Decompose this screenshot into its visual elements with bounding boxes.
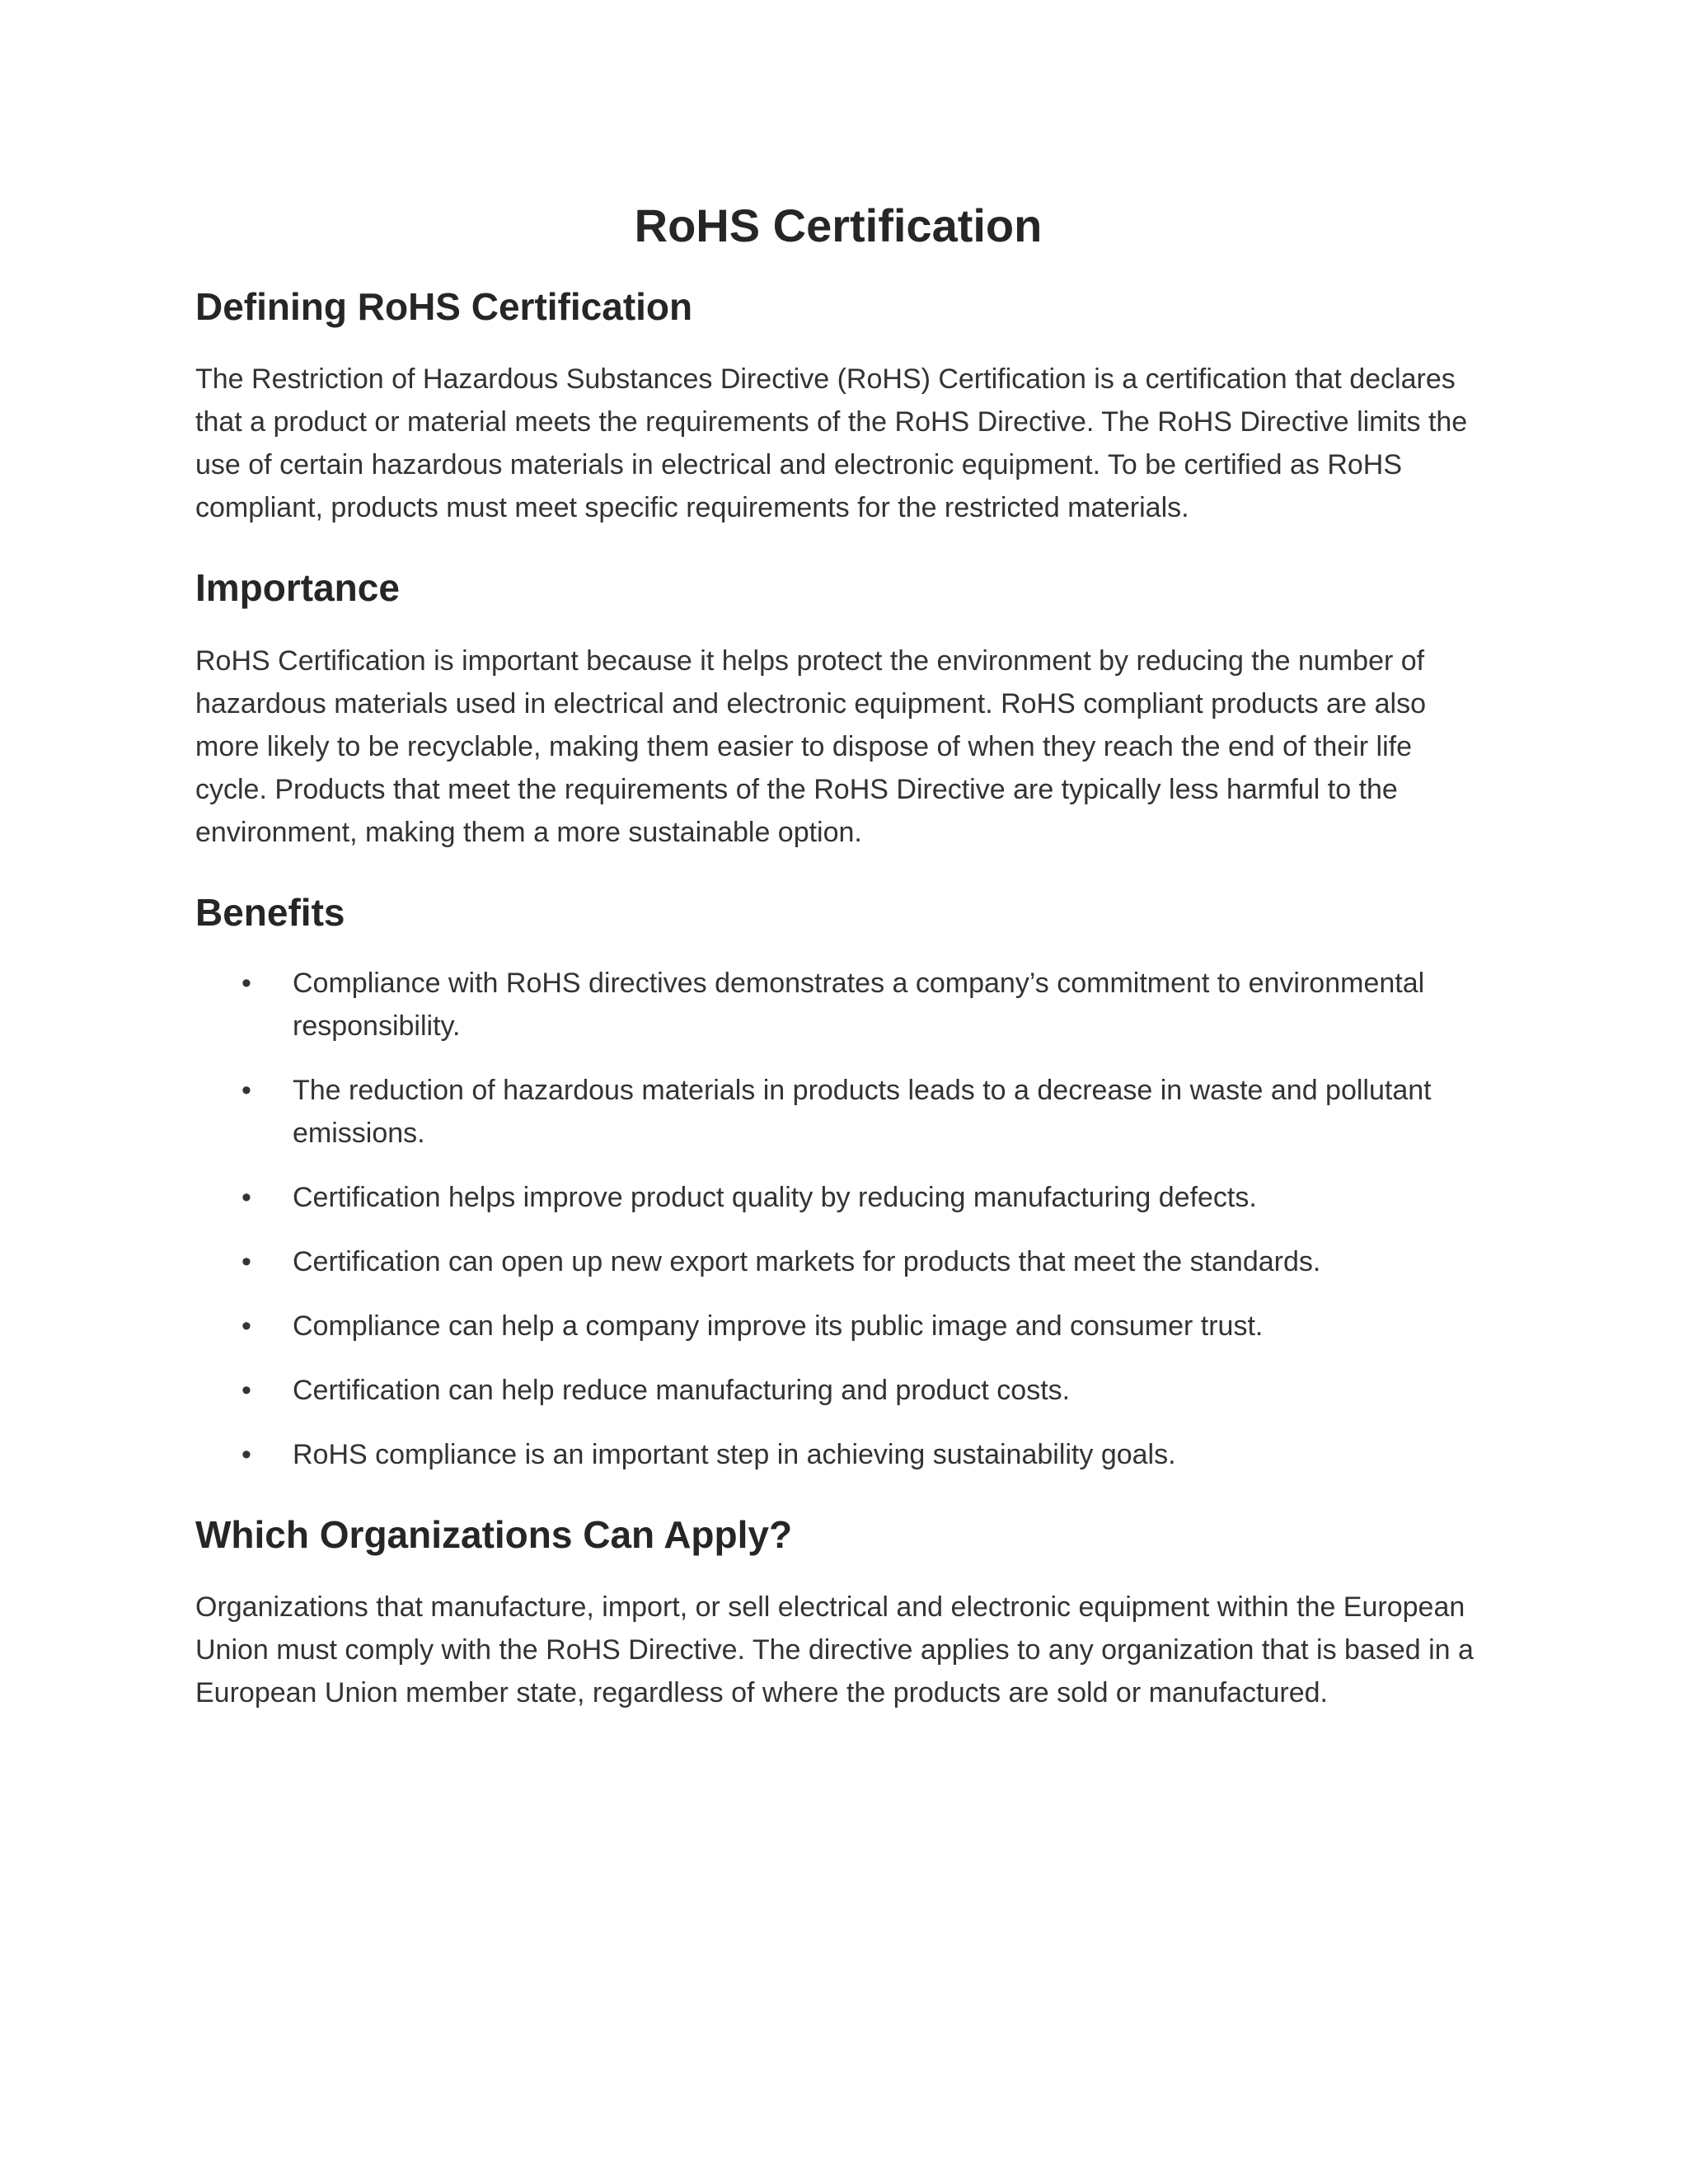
bullet-icon: • — [241, 1181, 251, 1213]
bullet-icon: • — [241, 1374, 251, 1406]
section-heading-importance: Importance — [195, 566, 400, 610]
list-item-text: Compliance can help a company improve its public image and consumer trust. — [293, 1310, 1264, 1342]
bullet-icon: • — [241, 1245, 251, 1277]
list-item-text: Compliance with RoHS directives demonstrates a company’s commitment to environmental responsibility. — [293, 967, 1425, 1042]
list-item — [195, 1305, 1481, 1347]
section-heading-defining: Defining RoHS Certification — [195, 285, 693, 329]
list-item-text: Certification can help reduce manufacturing and product costs. — [293, 1374, 1071, 1406]
list-item-text: Certification helps improve product quality by reducing manufacturing defects. — [293, 1181, 1257, 1213]
bullet-icon: • — [241, 1438, 251, 1470]
list-item-text: The reduction of hazardous materials in products leads to a decrease in waste and pollutant emissions. — [293, 1074, 1432, 1149]
list-item — [195, 962, 1481, 1047]
list-item — [195, 1069, 1481, 1155]
section-heading-benefits: Benefits — [195, 890, 345, 934]
list-item-text: Certification can open up new export markets for products that meet the standards. — [293, 1245, 1321, 1277]
bullet-icon: • — [241, 1074, 251, 1106]
benefits-list — [195, 962, 1481, 1476]
list-item — [195, 1433, 1481, 1476]
bullet-icon: • — [241, 1310, 251, 1342]
list-item — [195, 1240, 1481, 1283]
list-item — [195, 1176, 1481, 1219]
section-paragraph-importance: RoHS Certification is important because it helps protect the environment by reducing the number of hazardous materials used in electrical and electronic equipment. RoHS compliant products are also more likely to be recyclable, making them easier to dispose of when they reach the end of their life cycle. Products that meet the requirements of the RoHS Directive are typically less harmful to the environment, making them a more sustainable option. — [195, 644, 1426, 848]
document-page — [195, 198, 1481, 1714]
section-heading-organizations: Which Organizations Can Apply? — [195, 1512, 793, 1556]
bullet-icon: • — [241, 967, 251, 999]
section-paragraph-organizations: Organizations that manufacture, import, or sell electrical and electronic equipment within the European Union must comply with the RoHS Directive. The directive applies to any organization that is based in a European Union member state, regardless of where the products are sold or manufactured. — [195, 1591, 1474, 1708]
section-paragraph-defining: The Restriction of Hazardous Substances Directive (RoHS) Certification is a certification that declares that a product or material meets the requirements of the RoHS Directive. The RoHS Directive limits the use of certain hazardous materials in electrical and electronic equipment. To be certified as RoHS compliant, products must meet specific requirements for the restricted materials. — [195, 363, 1468, 524]
list-item — [195, 1369, 1481, 1412]
list-item-text: RoHS compliance is an important step in achieving sustainability goals. — [293, 1438, 1176, 1470]
document-title: RoHS Certification — [634, 199, 1043, 251]
